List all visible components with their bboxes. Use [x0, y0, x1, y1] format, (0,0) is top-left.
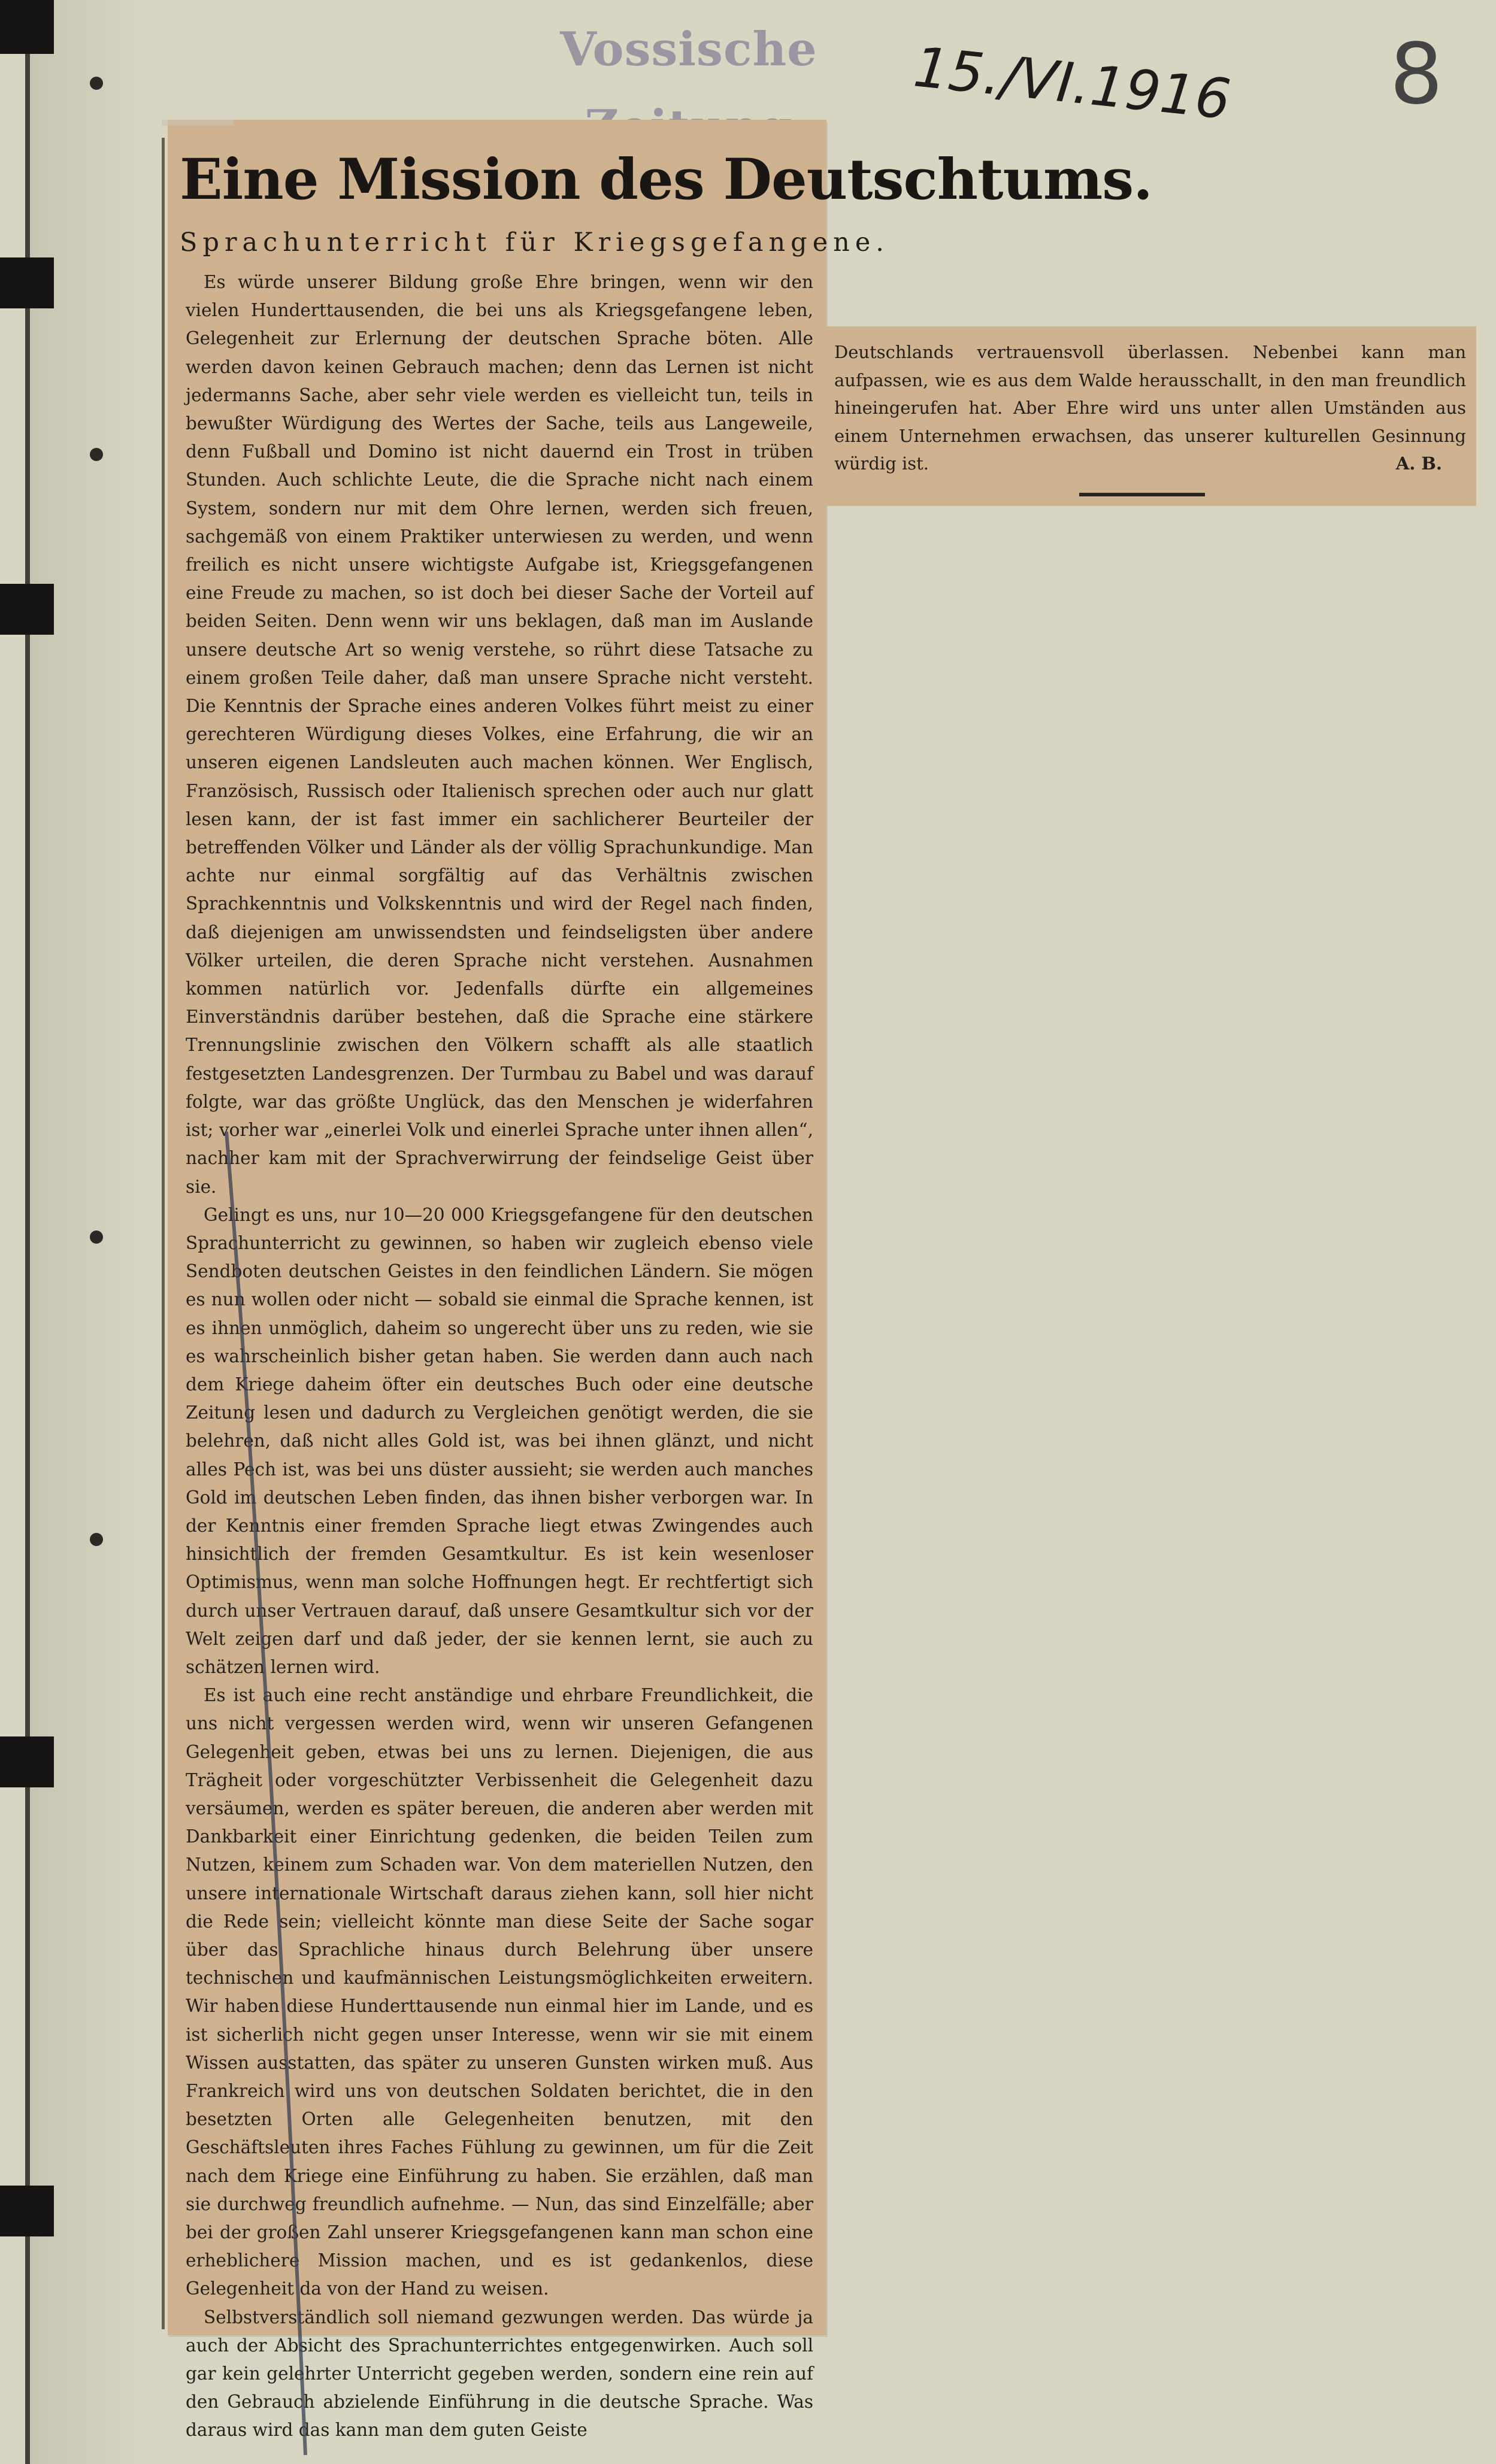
binder-tab	[0, 584, 54, 635]
end-rule	[1079, 493, 1205, 496]
handwritten-date: 15./VI.1916	[910, 35, 1234, 132]
article-continuation	[834, 338, 1466, 485]
binding-shadow	[30, 0, 150, 2464]
punch-hole	[90, 448, 103, 461]
binder-tab	[0, 0, 54, 54]
binder-tab	[0, 1736, 54, 1787]
continuation-text: Deutschlands vertrauensvoll überlassen. Nebenbei kann man aufpassen, wie es aus dem Walde herausschallt, in den man freundlich hineingerufen hat. Aber Ehre wird uns unter allen Umständen aus einem Unternehmen erwachsen, das unserer kulturellen Gesinnung würdig ist.	[834, 342, 1466, 474]
handwritten-page-number: 8	[1389, 26, 1443, 123]
newspaper-source-stamp: Vossische	[560, 22, 817, 77]
binder-tab	[0, 2186, 54, 2236]
author-signature: A. B.	[1395, 453, 1442, 474]
punch-hole	[90, 77, 103, 90]
article-body	[186, 268, 813, 2441]
article-headline: Eine Mission des Deutschtums.	[180, 147, 1152, 213]
punch-hole	[90, 1231, 103, 1244]
punch-hole	[90, 1533, 103, 1546]
article-paragraph: Es würde unserer Bildung große Ehre bringen, wenn wir den vielen Hunderttausenden, die bei uns als Kriegsgefangene leben, Gelegenheit zur Erlernung der deutschen Sprache böten. Alle werden davon keinen Gebrauch machen; denn das Lernen ist nicht jedermanns Sache, aber sehr viele werden es vielleicht tun, teils in bewußter Würdigung des Wertes der Sache, teils aus Langeweile, denn Fußball und Domino ist nicht dauernd ein Trost in trüben Stunden. Auch schlichte Leute, die die Sprache nicht nach einem System, sondern nur mit dem Ohre lernen, werden sich freuen, sachgemäß von einem Praktiker unterwiesen zu werden, und wenn freilich es nicht unsere wichtigste Aufgabe ist, Kriegsgefangenen eine Freude zu machen, so ist doch bei dieser Sache der Vorteil auf beiden Seiten. Denn wenn wir uns beklagen, daß man im Auslande unsere deutsche Art so wenig verstehe, so rührt diese Tatsache zu einem großen Teile daher, daß man unsere Sprache nicht versteht. Die Kenntnis der Sprache eines anderen Volkes führt meist zu einer gerechteren Würdigung dieses Volkes, eine Erfahrung, die wir an unseren eigenen Landsleuten auch machen können. Wer Englisch, Französisch, Russisch oder Italienisch sprechen oder auch nur glatt lesen kann, der ist fast immer ein sachlicherer Beurteiler der betreffenden Völker und Länder als der völlig Sprachunkundige. Man achte nur einmal sorgfältig auf das Verhältnis zwischen Sprachkenntnis und Volkskenntnis und wird der Regel nach finden, daß diejenigen am unwissendsten und feindseligsten über andere Völker urteilen, die deren Sprache nicht verstehen. Ausnahmen kommen natürlich vor. Jedenfalls dürfte ein allgemeines Einverständnis darüber bestehen, daß die Sprache eine stärkere Trennungslinie zwischen den Völkern schafft als alle staatlich festgesetzten Landesgrenzen. Der Turmbau zu Babel und was darauf folgte, war das größte Unglück, das den Menschen je widerfahren ist; vorher war „einerlei Volk und einerlei Sprache unter ihnen allen“, nachher kam mit der Sprachverwirrung der feindselige Geist über sie.	[186, 272, 813, 1197]
article-paragraph: Selbstverständlich soll niemand gezwungen werden. Das würde ja auch der Absicht des Sprachunterrichtes entgegenwirken. Auch soll gar kein gelehrter Unterricht gegeben werden, sondern eine rein auf den Gebrauch abzielende Einführung in die deutsche Sprache. Was daraus wird das kann man dem guten Geiste	[186, 2307, 813, 2441]
article-subheadline: Sprachunterricht für Kriegsgefangene.	[180, 228, 889, 257]
column-rule	[162, 138, 165, 2329]
binder-tab	[0, 257, 54, 308]
binding-edge	[25, 0, 30, 2464]
article-paragraph: Gelingt es uns, nur 10—20 000 Kriegsgefangene für den deutschen Sprachunterricht zu gewinnen, so haben wir zugleich ebenso viele Sendboten deutschen Geistes in den feindlichen Ländern. Sie mögen es nun wollen oder nicht — sobald sie einmal die Sprache kennen, ist es ihnen unmöglich, daheim so ungerecht über uns zu reden, wie sie es wahrscheinlich bisher getan haben. Sie werden dann auch nach dem Kriege daheim öfter ein deutsches Buch oder eine deutsche Zeitung lesen und dadurch zu Vergleichen genötigt werden, die sie belehren, daß nicht alles Gold ist, was bei ihnen glänzt, und nicht alles Pech ist, was bei uns düster aussieht; sie werden auch manches Gold im deutschen Leben finden, das ihnen bisher verborgen war. In der Kenntnis einer fremden Sprache liegt etwas Zwingendes auch hinsichtlich der fremden Gesamtkultur. Es ist kein wesenloser Optimismus, wenn man solche Hoffnungen hegt. Er rechtfertigt sich durch unser Vertrauen darauf, daß unsere Gesamtkultur sich vor der Welt zeigen darf und daß jeder, der sie kennen lernt, sie auch zu schätzen lernen wird.	[186, 1204, 813, 1677]
article-paragraph: Es ist auch eine recht anständige und ehrbare Freundlichkeit, die uns nicht vergessen werden wird, wenn wir unseren Gefangenen Gelegenheit geben, etwas bei uns zu lernen. Diejenigen, die aus Trägheit oder vorgeschützter Verbissenheit die Gelegenheit dazu versäumen, werden es später bereuen, die anderen aber werden mit Dankbarkeit einer Einrichtung gedenken, die beiden Teilen zum Nutzen, keinem zum Schaden war. Von dem materiellen Nutzen, den unsere internationale Wirtschaft daraus ziehen kann, soll hier nicht die Rede sein; vielleicht könnte man diese Seite der Sache sogar über das Sprachliche hinaus durch Belehrung über unsere technischen und kaufmännischen Leistungsmöglichkeiten erweitern. Wir haben diese Hunderttausende nun einmal hier im Lande, und es ist sicherlich nicht gegen unser Interesse, wenn wir sie mit einem Wissen ausstatten, das später zu unseren Gunsten wirken muß. Aus Frankreich wird uns von deutschen Soldaten berichtet, die in den besetzten Orten alle Gelegenheiten benutzen, mit den Geschäftsleuten ihres Faches Fühlung zu gewinnen, um für die Zeit nach dem Kriege eine Einführung zu haben. Sie erzählen, daß man sie durchweg freundlich aufnehme. — Nun, das sind Einzelfälle; aber bei der großen Zahl unserer Kriegsgefangenen kann man schon eine erheblichere Mission machen, und es ist gedankenlos, diese Gelegenheit da von der Hand zu weisen.	[186, 1685, 813, 2299]
